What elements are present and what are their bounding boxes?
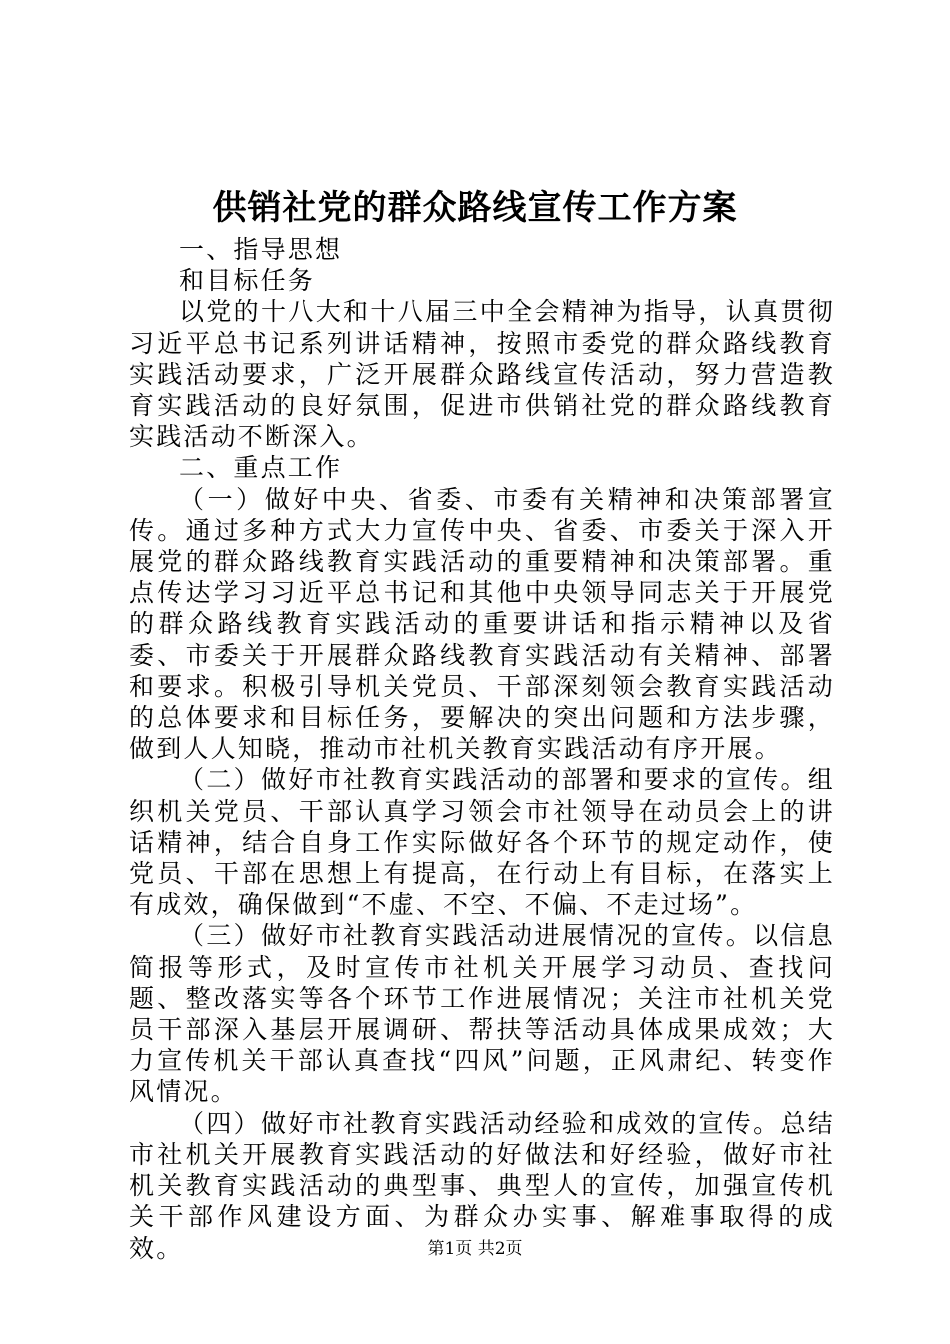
paragraph-guiding-ideology: 以党的十八大和十八届三中全会精神为指导，认真贯彻习近平总书记系列讲话精神，按照市委党的群众路线教育实践活动要求，广泛开展群众路线宣传活动，努力营造教育实践活动的良好氛围，促进市供销社党的群众路线教育实践活动不断深入。 xyxy=(129,297,835,452)
section-heading-goals: 和目标任务 xyxy=(179,266,316,296)
paragraph-key-work-3: （三）做好市社教育实践活动进展情况的宣传。以信息简报等形式，及时宣传市社机关开展学习动员、查找问题、整改落实等各个环节工作进展情况；关注市社机关党员干部深入基层开展调研、帮扶等活动具体成果成效；大力宣传机关干部认真查找“四风”问题，正风肃纪、转变作风情况。 xyxy=(129,921,835,1107)
section-heading-key-work: 二、重点工作 xyxy=(179,453,343,483)
paragraph-key-work-4: （四）做好市社教育实践活动经验和成效的宣传。总结市社机关开展教育实践活动的好做法和好经验，做好市社机关教育实践活动的典型事、典型人的宣传，加强宣传机关干部作风建设方面、为群众办实事、解难事取得的成效。 xyxy=(129,1108,835,1263)
paragraph-key-work-2: （二）做好市社教育实践活动的部署和要求的宣传。组织机关党员、干部认真学习领会市社领导在动员会上的讲话精神，结合自身工作实际做好各个环节的规定动作，使党员、干部在思想上有提高，在行动上有目标，在落实上有成效，确保做到“不虚、不空、不偏、不走过场”。 xyxy=(129,765,835,920)
document-title: 供销社党的群众路线宣传工作方案 xyxy=(212,188,738,228)
page-number-footer: 第1页 共2页 xyxy=(427,1239,523,1259)
paragraph-key-work-1: （一）做好中央、省委、市委有关精神和决策部署宣传。通过多种方式大力宣传中央、省委、市委关于深入开展党的群众路线教育实践活动的重要精神和决策部署。重点传达学习习近平总书记和其他中央领导同志关于开展党的群众路线教育实践活动的重要讲话和指示精神以及省委、市委关于开展群众路线教育实践活动有关精神、部署和要求。积极引导机关党员、干部深刻领会教育实践活动的总体要求和目标任务，要解决的突出问题和方法步骤，做到人人知晓，推动市社机关教育实践活动有序开展。 xyxy=(129,484,835,764)
document-body xyxy=(129,234,835,1264)
section-heading-guiding-ideology: 一、指导思想 xyxy=(179,235,343,264)
